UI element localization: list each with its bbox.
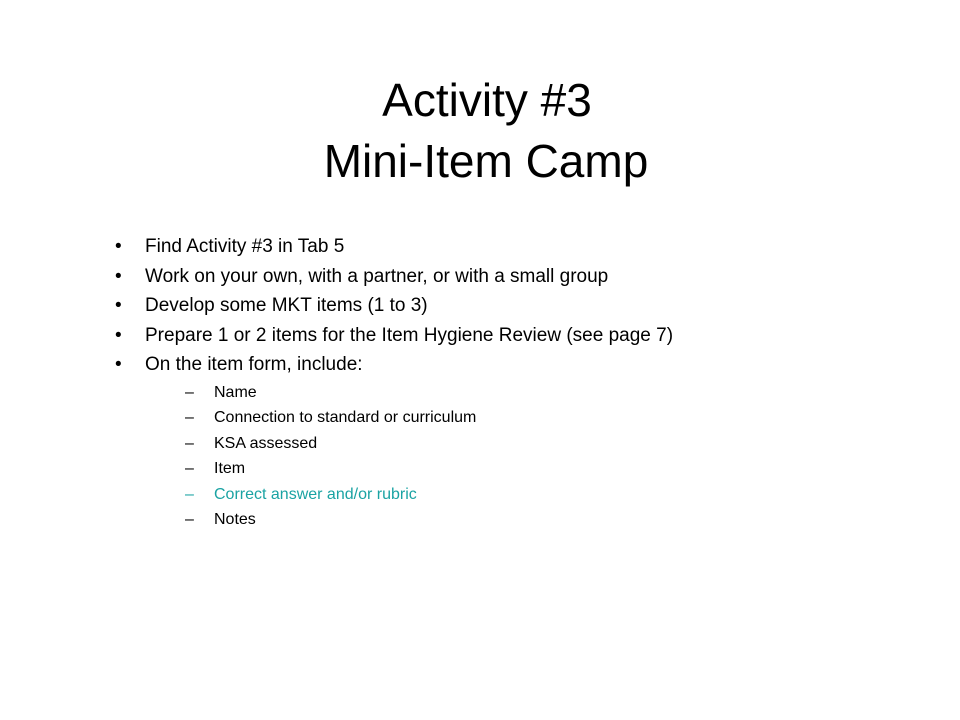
sub-bullet-text: Correct answer and/or rubric <box>214 485 417 503</box>
bullet-marker: • <box>115 265 122 287</box>
dash-marker: – <box>185 511 194 528</box>
sub-bullet-list <box>145 380 935 533</box>
slide-title <box>0 70 960 192</box>
dash-marker: – <box>185 485 194 503</box>
sub-bullet-text: KSA assessed <box>214 434 318 452</box>
sub-bullet-item <box>185 456 935 482</box>
bullet-item <box>115 291 935 321</box>
bullet-marker: • <box>115 295 122 316</box>
sub-bullet-item <box>185 405 935 431</box>
dash-marker: – <box>185 383 194 401</box>
title-line-2: Mini-Item Camp <box>323 135 649 187</box>
sub-bullet-item <box>185 507 935 533</box>
sub-bullet-item-highlighted <box>185 482 935 508</box>
bullet-marker: • <box>115 236 122 257</box>
bullet-text: On the item form, include: <box>145 354 363 375</box>
slide-body <box>115 232 935 533</box>
bullet-item <box>115 232 935 262</box>
title-line-1: Activity #3 <box>382 74 592 126</box>
bullet-marker: • <box>115 324 122 346</box>
bullet-marker: • <box>115 354 122 375</box>
bullet-item <box>115 321 935 351</box>
dash-marker: – <box>185 434 194 452</box>
sub-bullet-item <box>185 431 935 457</box>
bullet-text: Work on your own, with a partner, or with a small group <box>145 265 609 287</box>
dash-marker: – <box>185 409 194 426</box>
sub-bullet-item <box>185 380 935 406</box>
dash-marker: – <box>185 460 194 477</box>
bullet-text: Develop some MKT items (1 to 3) <box>145 295 428 316</box>
bullet-text: Find Activity #3 in Tab 5 <box>145 236 345 257</box>
sub-bullet-text: Item <box>214 460 246 477</box>
bullet-text: Prepare 1 or 2 items for the Item Hygiene Review (see page 7) <box>145 324 674 346</box>
sub-bullet-text: Connection to standard or curriculum <box>214 409 477 426</box>
sub-bullet-text: Name <box>214 383 257 401</box>
bullet-list <box>115 232 935 533</box>
bullet-item <box>115 262 935 292</box>
sub-bullet-text: Notes <box>214 511 256 528</box>
bullet-item <box>115 350 935 533</box>
